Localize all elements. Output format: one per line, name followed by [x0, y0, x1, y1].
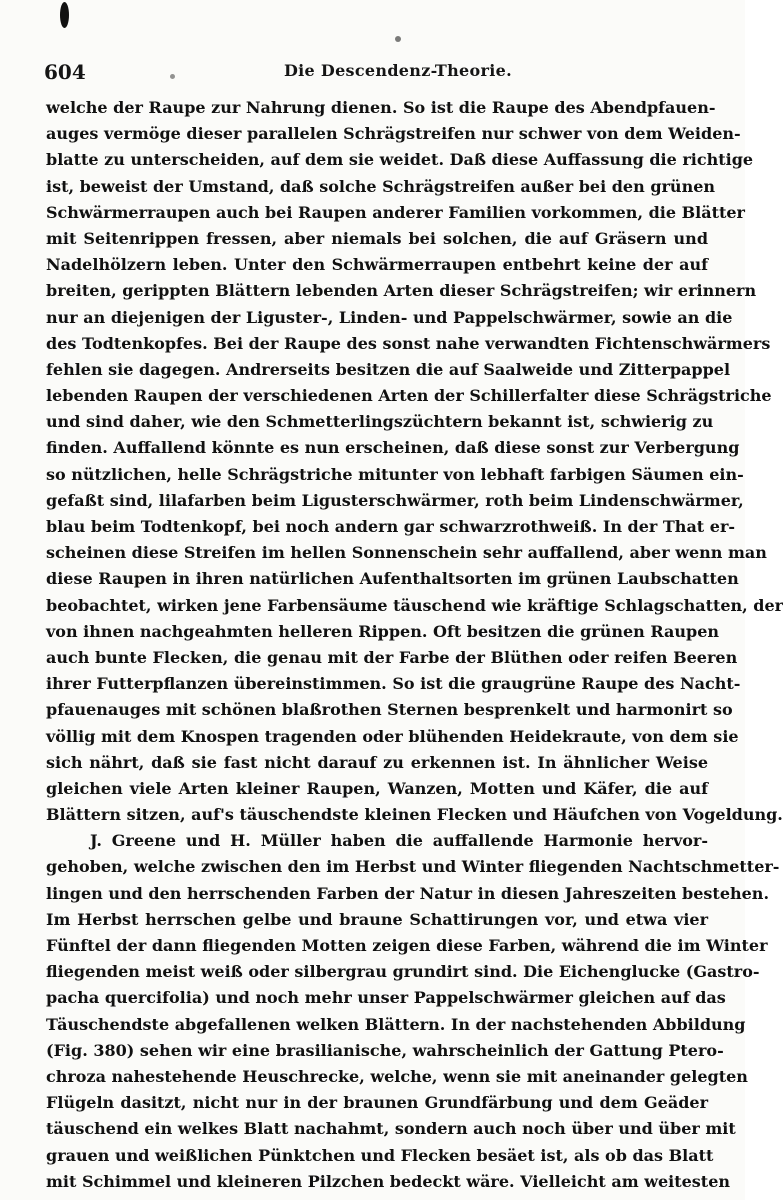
text-line: pacha quercifolia) und noch mehr unser Pappelschwärmer gleichen auf das	[46, 988, 726, 1008]
text-line: beobachtet, wirken jene Farbensäume täuschend wie kräftige Schlagschatten, der	[46, 595, 783, 615]
text-line: fehlen sie dagegen. Andrerseits besitzen die auf Saalweide und Zitterpappel	[46, 359, 731, 379]
text-line: und sind daher, wie den Schmetterlingszüchtern bekannt ist, schwierig zu	[46, 412, 714, 432]
text-line: lingen und den herrschenden Farben der Natur in diesen Jahreszeiten bestehen.	[46, 883, 770, 903]
body-text	[46, 95, 783, 1195]
page-number: 604	[44, 60, 86, 84]
text-line: so nützlichen, helle Schrägstriche mitunter von lebhaft farbigen Säumen ein-	[46, 464, 744, 484]
text-line: breiten, gerippten Blättern lebenden Arten dieser Schrägstreifen; wir erinnern	[46, 281, 757, 301]
text-line: welche der Raupe zur Nahrung dienen. So ist die Raupe des Abendpfauen-	[46, 98, 716, 117]
text-line: des Todtenkopfes. Bei der Raupe des sonst nahe verwandten Fichtenschwärmers	[46, 333, 771, 353]
text-line: chroza nahestehende Heuschrecke, welche, wenn sie mit aneinander gelegten	[46, 1066, 748, 1086]
text-line: Im Herbst herrschen gelbe und braune Schattirungen vor, und etwa vier	[46, 909, 708, 929]
text-line: Fünftel der dann fliegenden Motten zeigen diese Farben, während die im Winter	[46, 936, 768, 955]
text-line: diese Raupen in ihren natürlichen Aufenthaltsorten im grünen Laubschatten	[46, 569, 739, 589]
text-line: blau beim Todtenkopf, bei noch andern gar schwarzrothweiß. In der That er-	[46, 517, 736, 536]
text-line: mit Seitenrippen fressen, aber niemals bei solchen, die auf Gräsern und	[46, 228, 708, 248]
text-line: gleichen viele Arten kleiner Raupen, Wanzen, Motten und Käfer, die auf	[46, 778, 708, 798]
text-line: ist, beweist der Umstand, daß solche Schrägstreifen außer bei den grünen	[46, 176, 716, 196]
text-line: auch bunte Flecken, die genau mit der Farbe der Blüthen oder reifen Beeren	[46, 647, 738, 667]
ink-smudge	[60, 2, 69, 28]
text-line: gefaßt sind, lilafarben beim Ligusterschwärmer, roth beim Lindenschwärmer,	[46, 490, 744, 510]
text-line: völlig mit dem Knospen tragenden oder blühenden Heidekraute, von dem sie	[46, 726, 739, 746]
page-header	[44, 58, 694, 88]
text-line: blatte zu unterscheiden, auf dem sie weidet. Daß diese Auffassung die richtige	[46, 150, 754, 170]
text-line: mit Schimmel und kleineren Pilzchen bedeckt wäre. Vielleicht am weitesten	[46, 1171, 730, 1191]
text-line: Nadelhölzern leben. Unter den Schwärmerraupen entbehrt keine der auf	[46, 255, 708, 275]
text-line: fliegenden meist weiß oder silbergrau grundirt sind. Die Eichenglucke (Gastro-	[46, 962, 760, 982]
text-line: Täuschendste abgefallenen welken Blättern. In der nachstehenden Abbildung	[46, 1014, 746, 1034]
text-line: (Fig. 380) sehen wir eine brasilianische, wahrscheinlich der Gattung Ptero-	[46, 1040, 724, 1060]
text-line: finden. Auffallend könnte es nun erscheinen, daß diese sonst zur Verbergung	[46, 438, 740, 458]
text-line: ihrer Futterpflanzen übereinstimmen. So ist die graugrüne Raupe des Nacht-	[46, 674, 741, 694]
text-line: scheinen diese Streifen im hellen Sonnenschein sehr auffallend, aber wenn man	[46, 543, 767, 563]
text-line: auges vermöge dieser parallelen Schrägstreifen nur schwer von dem Weiden-	[46, 124, 741, 144]
ink-speck	[395, 36, 401, 42]
text-line: Schwärmerraupen auch bei Raupen anderer Familien vorkommen, die Blätter	[46, 202, 745, 222]
text-line: sich nährt, daß sie fast nicht darauf zu erkennen ist. In ähnlicher Weise	[46, 752, 708, 772]
text-line: Blättern sitzen, auf's täuschendste kleinen Flecken und Häufchen von Vogeldung.	[46, 805, 783, 825]
running-title: Die Descendenz-Theorie.	[284, 61, 512, 80]
text-line: nur an diejenigen der Liguster-, Linden- und Pappelschwärmer, sowie an die	[46, 307, 733, 327]
text-line: grauen und weißlichen Pünktchen und Flecken besäet ist, als ob das Blatt	[46, 1145, 714, 1165]
text-line: pfauenauges mit schönen blaßrothen Sternen besprenkelt und harmonirt so	[46, 700, 733, 720]
text-line: täuschend ein welkes Blatt nachahmt, sondern auch noch über und über mit	[46, 1119, 736, 1139]
text-line: lebenden Raupen der verschiedenen Arten der Schillerfalter diese Schrägstriche	[46, 386, 772, 406]
text-line: Flügeln dasitzt, nicht nur in der braunen Grundfärbung und dem Geäder	[46, 1093, 708, 1113]
text-line: gehoben, welche zwischen den im Herbst und Winter fliegenden Nachtschmetter-	[46, 857, 780, 877]
text-line-paragraph-start: J. Greene und H. Müller haben die auffallende Harmonie hervor-	[90, 831, 708, 851]
text-line: von ihnen nachgeahmten helleren Rippen. Oft besitzen die grünen Raupen	[46, 621, 720, 641]
